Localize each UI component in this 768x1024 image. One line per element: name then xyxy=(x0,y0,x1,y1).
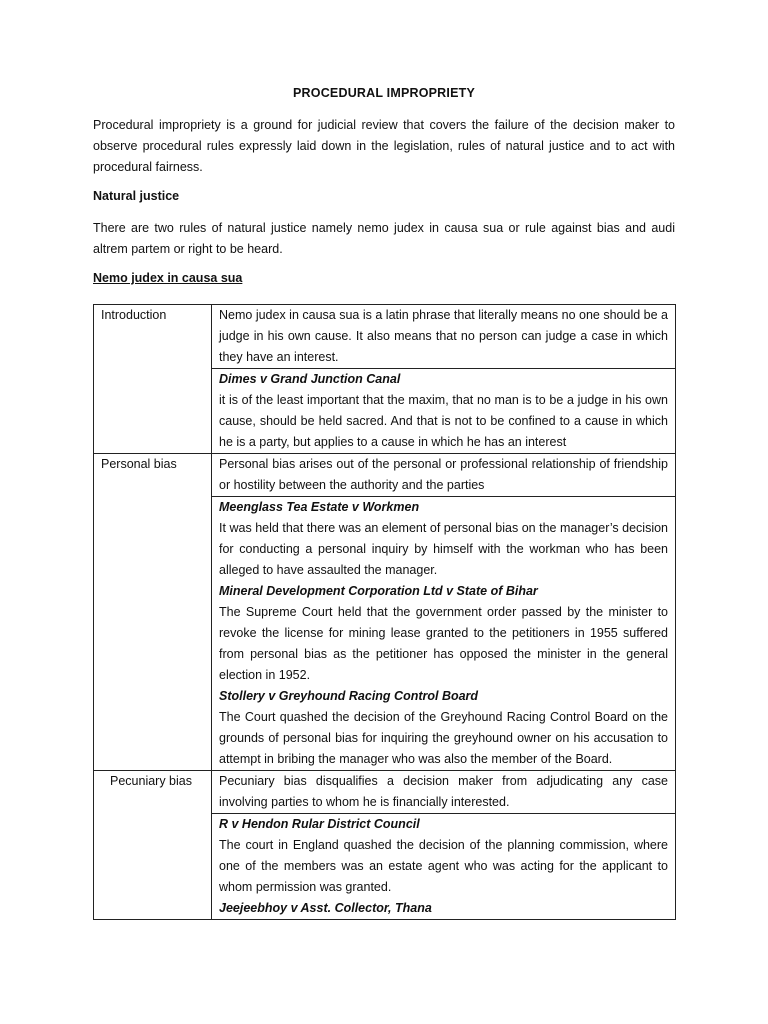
case-text-dimes: it is of the least important that the maxim, that no man is to be a judge in his own cause, should be held sacred. And that is not to be confined to a cause in which he is a party, but applies to a cause in which he has an interest xyxy=(219,393,668,449)
case-text-stollery: The Court quashed the decision of the Greyhound Racing Control Board on the grounds of personal bias for inquiring the greyhound owner on his accusation to attempt in bribing the manager who was also the member of the Board. xyxy=(219,710,668,766)
intro-paragraph: Procedural impropriety is a ground for judicial review that covers the failure of the decision maker to observe procedural rules expressly laid down in the legislation, rules of natural justice and to act with procedural fairness. xyxy=(93,118,675,174)
row-label-pecuniary-bias: Pecuniary bias xyxy=(94,771,212,920)
case-text-hendon: The court in England quashed the decision of the planning commission, where one of the members was an estate agent who was acting for the applicant to whom permission was granted. xyxy=(219,838,668,894)
pecuniary-bias-cases-cell xyxy=(212,814,676,920)
introduction-definition-cell: Nemo judex in causa sua is a latin phrase that literally means no one should be a judge in his own cause. It also means that no person can judge a case in which they have an interest. xyxy=(212,305,676,369)
case-name-hendon: R v Hendon Rular District Council xyxy=(219,817,420,831)
row-label-personal-bias: Personal bias xyxy=(94,454,212,771)
case-name-meenglass: Meenglass Tea Estate v Workmen xyxy=(219,500,420,514)
table-row-personal-bias xyxy=(94,454,676,497)
bias-table xyxy=(93,304,676,920)
natural-justice-heading: Natural justice xyxy=(93,189,180,203)
natural-justice-paragraph: There are two rules of natural justice namely nemo judex in causa sua or rule against bias and audi altrem partem or right to be heard. xyxy=(93,221,675,256)
case-text-mineral-development: The Supreme Court held that the government order passed by the minister to revoke the license for mining lease granted to the petitioners in 1955 suffered from personal bias as the petitioner has opposed the minister in the general election in 1952. xyxy=(219,605,668,682)
row-label-introduction: Introduction xyxy=(94,305,212,454)
case-name-mineral-development: Mineral Development Corporation Ltd v State of Bihar xyxy=(219,584,538,598)
case-name-stollery: Stollery v Greyhound Racing Control Board xyxy=(219,689,479,703)
personal-bias-cases-cell xyxy=(212,497,676,771)
introduction-case-cell xyxy=(212,369,676,454)
nemo-judex-heading: Nemo judex in causa sua xyxy=(93,271,243,285)
case-name-jeejeebhoy: Jeejeebhoy v Asst. Collector, Thana xyxy=(219,901,432,915)
table-row-pecuniary-bias xyxy=(94,771,676,814)
case-text-meenglass: It was held that there was an element of personal bias on the manager’s decision for conducting a personal inquiry by himself with the workman who has been alleged to have assaulted the manager. xyxy=(219,521,668,577)
case-name-dimes: Dimes v Grand Junction Canal xyxy=(219,372,401,386)
table-row-introduction xyxy=(94,305,676,369)
pecuniary-bias-definition-cell: Pecuniary bias disqualifies a decision maker from adjudicating any case involving parties to whom he is financially interested. xyxy=(212,771,676,814)
personal-bias-definition-cell: Personal bias arises out of the personal or professional relationship of friendship or hostility between the authority and the parties xyxy=(212,454,676,497)
page-title: PROCEDURAL IMPROPRIETY xyxy=(293,86,475,100)
